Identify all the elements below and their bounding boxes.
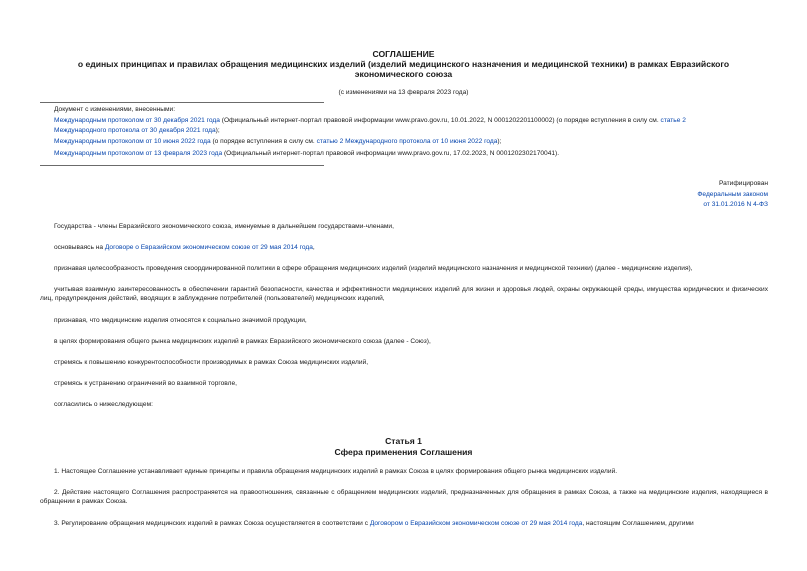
amendment-1-protocol-link[interactable]: Международного протокола от 30 декабря 2021 года: [54, 127, 216, 134]
ratification-law-link[interactable]: Федеральным законом: [697, 191, 768, 198]
preamble-paragraph-9: согласились о нижеследующем:: [54, 401, 153, 408]
amendments-bottom-divider: [40, 165, 324, 166]
preamble-paragraph-2: [40, 243, 768, 252]
preamble-paragraph-1: Государства - члены Евразийского экономического союза, именуемые в дальнейшем государствами-членами,: [54, 223, 394, 230]
preamble-paragraph-4: учитывая взаимную заинтересованность в обеспечении гарантий безопасности, качества и эффективности медицинских изделий для жизни и здоровья людей, охраны окружающей среды, имущества юридических и физических лиц, предупреждения действий, вводящих в заблуждение потребителей (пользователей) медицинских изделий,: [40, 286, 768, 302]
amendment-2-article-link[interactable]: статью 2 Международного протокола от 10 июня 2022 года: [316, 138, 498, 145]
preamble-2-suffix: ,: [312, 244, 315, 251]
preamble-paragraph-3: признавая целесообразность проведения скоординированной политики в сфере обращения медицинских изделий (изделий медицинского назначения и медицинской техники) (далее - медицинские изделия),: [54, 265, 693, 272]
amendment-2-link[interactable]: Международным протоколом от 10 июня 2022 года: [54, 138, 211, 145]
amendment-item-3: [54, 149, 559, 158]
document-subtitle-line1: о единых принципах и правилах обращения медицинских изделий (изделий медицинского назначения и медицинской техники) в рамках Евразийского: [77, 59, 730, 69]
amendments-top-divider: [40, 102, 324, 103]
amendment-1-text: (Официальный интернет-портал правовой информации www.pravo.gov.ru, 10.01.2022, N 0001202201100002) (о порядке вступления в силу см.: [219, 117, 661, 124]
article-1-treaty-link[interactable]: Договором о Евразийском экономическом союзе от 29 мая 2014 года: [369, 520, 583, 527]
preamble-paragraph-6: в целях формирования общего рынка медицинских изделий в рамках Евразийского экономического союза (далее - Союз),: [54, 338, 431, 345]
preamble-paragraph-5: признавая, что медицинские изделия относятся к социально значимой продукции,: [54, 317, 307, 324]
document-title: СОГЛАШЕНИЕ: [372, 49, 435, 59]
preamble-paragraph-8: стремясь к устранению ограничений во взаимной торговле,: [54, 380, 237, 387]
amendment-1-article-link[interactable]: статье 2: [660, 117, 686, 124]
article-1-paragraph-2: 2. Действие настоящего Соглашения распространяется на правоотношения, связанные с обращением медицинских изделий, предназначенных для обращения в рамках Союза, а также на медицинские изделия, находящиеся в обращении в рамках Союза.: [40, 489, 768, 505]
ratification-date-link[interactable]: от 31.01.2016 N 4-ФЗ: [703, 201, 768, 208]
article-1-p3-suffix: , настоящим Соглашением, другими: [582, 520, 694, 527]
article-1-number: Статья 1: [385, 436, 422, 446]
changes-note: (с изменениями на 13 февраля 2023 года): [338, 89, 469, 96]
amendment-3-link[interactable]: Международным протоколом от 13 февраля 2023 года: [54, 150, 223, 157]
amendment-item-1: [54, 116, 686, 125]
amendment-3-text: (Официальный интернет-портал правовой информации www.pravo.gov.ru, 17.02.2023, N 0001202302170041).: [222, 150, 560, 157]
amendment-1-end: );: [215, 127, 220, 134]
ratification-label: Ратифицирован: [718, 180, 768, 187]
amendment-2-text: (о порядке вступления в силу см.: [210, 138, 317, 145]
article-1-paragraph-1: 1. Настоящее Соглашение устанавливает единые принципы и правила обращения медицинских изделий в рамках Союза в целях формирования общего рынка медицинских изделий.: [54, 468, 618, 475]
amendment-1-link[interactable]: Международным протоколом от 30 декабря 2021 года: [54, 117, 220, 124]
amendments-heading: Документ с изменениями, внесенными:: [54, 106, 176, 113]
article-1-title: Сфера применения Соглашения: [334, 447, 473, 457]
document-subtitle-line2: экономического союза: [354, 69, 453, 79]
article-1-p3-prefix: 3. Регулирование обращения медицинских изделий в рамках Союза осуществляется в соответствии с: [54, 520, 370, 527]
amendment-2-end: );: [497, 138, 502, 145]
preamble-2-prefix: основываясь на: [54, 244, 105, 251]
preamble-paragraph-7: стремясь к повышению конкурентоспособности производимых в рамках Союза медицинских изделий,: [54, 359, 369, 366]
amendment-item-1-cont: [54, 126, 220, 135]
article-1-paragraph-3: [40, 519, 768, 528]
amendment-item-2: [54, 137, 501, 146]
eaeu-treaty-link[interactable]: Договоре о Евразийском экономическом союзе от 29 мая 2014 года: [104, 244, 313, 251]
